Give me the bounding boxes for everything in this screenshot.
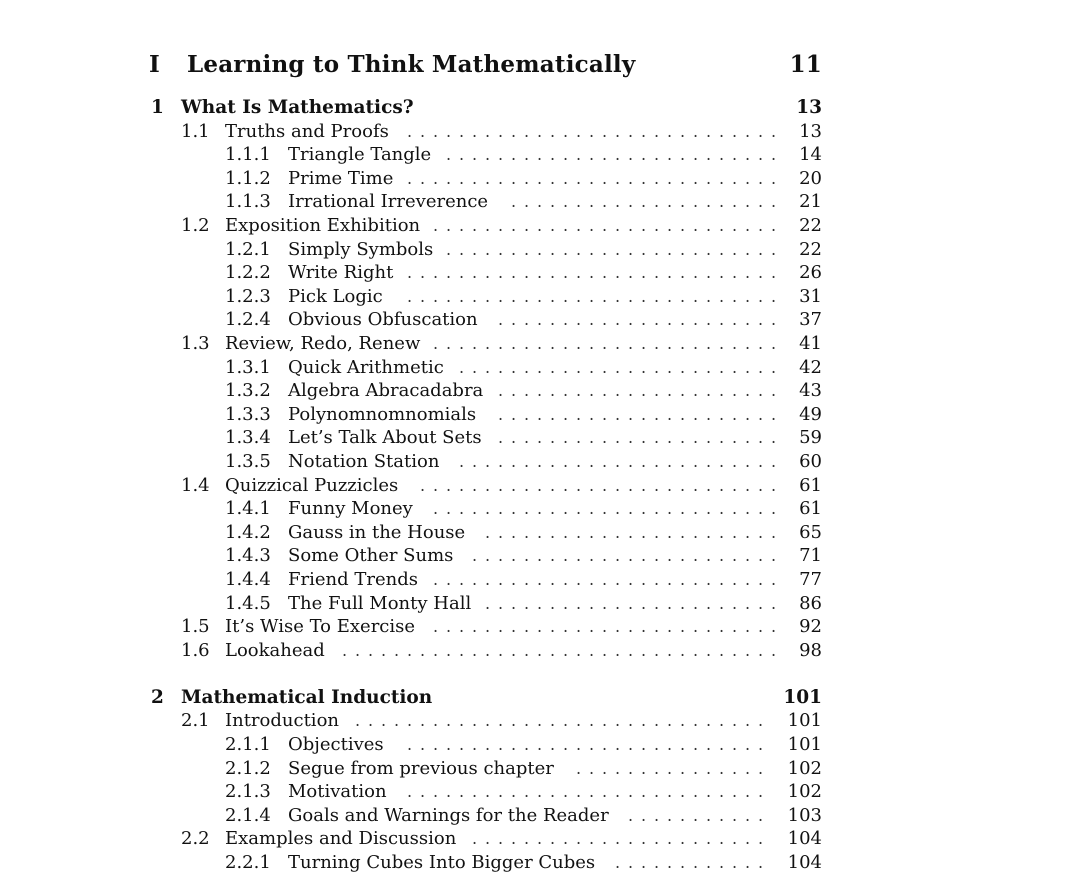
dot-leader: . . . . . . . . . . . . . . . . . . . . . . . . . .	[445, 240, 777, 259]
section-page-number: 98	[799, 640, 822, 661]
subsection-page-number: 103	[787, 805, 822, 826]
subsection-number: 1.3.5	[225, 451, 271, 472]
chapter-page-number: 101	[783, 687, 822, 708]
dot-leader: . . . . . . . . . . . . . . . . . . . . . . . . . . . . . . . .	[354, 711, 764, 730]
toc-chapter-row[interactable]	[0, 96, 1080, 120]
subsection-number: 1.4.5	[225, 593, 271, 614]
dot-leader: . . . . . . . . . . . . . . . . . . . . . .	[497, 405, 777, 424]
toc-subsection-row[interactable]	[0, 521, 1080, 545]
subsection-title: Triangle Tangle	[288, 144, 432, 165]
part-title: Learning to Think Mathematically	[187, 51, 636, 78]
dot-leader: . . . . . . . . . . . . . . . . . . . . . .	[497, 428, 777, 447]
subsection-title: Goals and Warnings for the Reader	[288, 805, 609, 826]
subsection-number: 1.3.3	[225, 404, 271, 425]
dot-leader: . . . . . . . . . . . . . . . . . . . . . . . . . . . . .	[406, 169, 777, 188]
section-number: 1.5	[181, 616, 210, 637]
dot-leader: . . . . . . . . . . . . . . .	[575, 759, 764, 778]
dot-leader: . . . . . . . . . . .	[627, 806, 764, 825]
toc-subsection-row[interactable]	[0, 426, 1080, 450]
section-number: 1.1	[181, 121, 210, 142]
section-page-number: 104	[787, 828, 822, 849]
section-title: Truths and Proofs	[225, 121, 389, 142]
section-page-number: 41	[799, 333, 822, 354]
subsection-number: 2.1.3	[225, 781, 271, 802]
subsection-title: Gauss in the House	[288, 522, 466, 543]
dot-leader: . . . . . . . . . . . . . . . . . . . . . . . . . . . .	[419, 476, 777, 495]
subsection-title: Obvious Obfuscation	[288, 309, 478, 330]
toc-subsection-row[interactable]	[0, 568, 1080, 592]
section-title: Quizzical Puzzicles	[225, 475, 399, 496]
subsection-page-number: 22	[799, 239, 822, 260]
subsection-number: 2.1.1	[225, 734, 271, 755]
subsection-title: Prime Time	[288, 168, 394, 189]
subsection-number: 1.1.2	[225, 168, 271, 189]
dot-leader: . . . . . . . . . . . . . . . . . . . . . . . . . . .	[432, 570, 777, 589]
dot-leader: . . . . . . . . . . . . . . . . . . . . . .	[497, 310, 777, 329]
subsection-page-number: 102	[787, 781, 822, 802]
toc-subsection-row[interactable]	[0, 167, 1080, 191]
subsection-page-number: 77	[799, 569, 822, 590]
subsection-number: 2.1.4	[225, 805, 271, 826]
toc-section-row[interactable]	[0, 214, 1080, 238]
toc-subsection-row[interactable]	[0, 757, 1080, 781]
subsection-number: 1.4.2	[225, 522, 271, 543]
section-page-number: 13	[799, 121, 822, 142]
dot-leader: . . . . . . . . . . . . . . . . . . . . . . .	[471, 829, 764, 848]
subsection-page-number: 43	[799, 380, 822, 401]
toc-subsection-row[interactable]	[0, 379, 1080, 403]
toc-subsection-row[interactable]	[0, 851, 1080, 875]
subsection-page-number: 26	[799, 262, 822, 283]
toc-subsection-row[interactable]	[0, 592, 1080, 616]
subsection-page-number: 61	[799, 498, 822, 519]
chapter-number: 1	[151, 97, 164, 118]
subsection-title: Some Other Sums	[288, 545, 454, 566]
dot-leader: . . . . . . . . . . . . . . . . . . . . . . .	[484, 594, 777, 613]
subsection-title: Simply Symbols	[288, 239, 434, 260]
chapter-page-number: 13	[796, 97, 822, 118]
dot-leader: . . . . . . . . . . . . . . . . . . . . . .	[497, 381, 777, 400]
dot-leader: . . . . . . . . . . . . . . . . . . . . . . . . . . .	[432, 499, 777, 518]
dot-leader: . . . . . . . . . . . . . . . . . . . . . . . . . . . . .	[406, 263, 777, 282]
toc-section-row[interactable]	[0, 615, 1080, 639]
subsection-page-number: 60	[799, 451, 822, 472]
subsection-title: Write Right	[288, 262, 394, 283]
toc-subsection-row[interactable]	[0, 238, 1080, 262]
subsection-title: Friend Trends	[288, 569, 418, 590]
dot-leader: . . . . . . . . . . . . . . . . . . . . . . . . . . . . . . . . . .	[341, 641, 777, 660]
toc-subsection-row[interactable]	[0, 308, 1080, 332]
section-title: Exposition Exhibition	[225, 215, 421, 236]
section-title: Introduction	[225, 710, 339, 731]
section-page-number: 92	[799, 616, 822, 637]
section-number: 2.2	[181, 828, 210, 849]
subsection-page-number: 42	[799, 357, 822, 378]
subsection-page-number: 101	[787, 734, 822, 755]
subsection-page-number: 102	[787, 758, 822, 779]
subsection-page-number: 14	[799, 144, 822, 165]
section-number: 1.4	[181, 475, 210, 496]
toc-subsection-row[interactable]	[0, 544, 1080, 568]
dot-leader: . . . . . . . . . . . . . . . . . . . . .	[510, 192, 777, 211]
subsection-title: Pick Logic	[288, 286, 383, 307]
part-page-number: 11	[789, 51, 822, 78]
dot-leader: . . . . . . . . . . . . . . . . . . . . . . . . .	[458, 452, 777, 471]
toc-subsection-row[interactable]	[0, 356, 1080, 380]
part-number: I	[149, 51, 160, 78]
subsection-number: 1.2.4	[225, 309, 271, 330]
toc-subsection-row[interactable]	[0, 804, 1080, 828]
dot-leader: . . . . . . . . . . . . . . . . . . . . . . .	[484, 523, 777, 542]
dot-leader: . . . . . . . . . . . . . . . . . . . . . . . . .	[458, 358, 777, 377]
section-title: It’s Wise To Exercise	[225, 616, 416, 637]
subsection-title: Funny Money	[288, 498, 413, 519]
section-number: 2.1	[181, 710, 210, 731]
subsection-title: Turning Cubes Into Bigger Cubes	[288, 852, 596, 873]
subsection-title: Polynomnomnomials	[288, 404, 477, 425]
toc-chapter-row[interactable]	[0, 686, 1080, 710]
toc-section-row[interactable]	[0, 709, 1080, 733]
subsection-title: The Full Monty Hall	[288, 593, 472, 614]
section-number: 1.3	[181, 333, 210, 354]
subsection-number: 2.1.2	[225, 758, 271, 779]
toc-subsection-row[interactable]	[0, 285, 1080, 309]
subsection-number: 1.3.4	[225, 427, 271, 448]
section-number: 1.6	[181, 640, 210, 661]
subsection-number: 1.1.3	[225, 191, 271, 212]
subsection-number: 1.3.1	[225, 357, 271, 378]
subsection-page-number: 37	[799, 309, 822, 330]
subsection-page-number: 31	[799, 286, 822, 307]
toc-section-row[interactable]	[0, 120, 1080, 144]
subsection-page-number: 104	[787, 852, 822, 873]
subsection-number: 1.1.1	[225, 144, 271, 165]
subsection-page-number: 71	[799, 545, 822, 566]
dot-leader: . . . . . . . . . . . . . . . . . . . . . . . . . . . .	[406, 782, 764, 801]
dot-leader: . . . . . . . . . . . . . . . . . . . . . . . . . . . . .	[406, 287, 777, 306]
subsection-title: Quick Arithmetic	[288, 357, 444, 378]
toc-subsection-row[interactable]	[0, 450, 1080, 474]
subsection-title: Objectives	[288, 734, 384, 755]
chapter-title: Mathematical Induction	[181, 687, 433, 708]
toc-section-row[interactable]	[0, 827, 1080, 851]
subsection-title: Algebra Abracadabra	[288, 380, 484, 401]
section-title: Review, Redo, Renew	[225, 333, 421, 354]
toc-section-row[interactable]	[0, 332, 1080, 356]
dot-leader: . . . . . . . . . . . . . . . . . . . . . . . . . . .	[432, 334, 777, 353]
section-page-number: 101	[787, 710, 822, 731]
toc-part-heading	[0, 53, 1080, 77]
subsection-number: 1.2.3	[225, 286, 271, 307]
section-page-number: 22	[799, 215, 822, 236]
dot-leader: . . . . . . . . . . . .	[614, 853, 764, 872]
subsection-number: 1.3.2	[225, 380, 271, 401]
toc-subsection-row[interactable]	[0, 403, 1080, 427]
dot-leader: . . . . . . . . . . . . . . . . . . . . . . . . . . .	[432, 617, 777, 636]
subsection-number: 1.2.2	[225, 262, 271, 283]
subsection-page-number: 21	[799, 191, 822, 212]
subsection-number: 1.4.4	[225, 569, 271, 590]
toc-subsection-row[interactable]	[0, 497, 1080, 521]
toc-section-row[interactable]	[0, 639, 1080, 663]
toc-subsection-row[interactable]	[0, 261, 1080, 285]
subsection-page-number: 59	[799, 427, 822, 448]
dot-leader: . . . . . . . . . . . . . . . . . . . . . . . .	[471, 546, 777, 565]
subsection-title: Notation Station	[288, 451, 440, 472]
dot-leader: . . . . . . . . . . . . . . . . . . . . . . . . . . .	[432, 216, 777, 235]
subsection-page-number: 65	[799, 522, 822, 543]
subsection-title: Irrational Irreverence	[288, 191, 489, 212]
subsection-title: Let’s Talk About Sets	[288, 427, 482, 448]
subsection-number: 1.2.1	[225, 239, 271, 260]
section-title: Lookahead	[225, 640, 325, 661]
subsection-page-number: 49	[799, 404, 822, 425]
dot-leader: . . . . . . . . . . . . . . . . . . . . . . . . . . . .	[406, 735, 764, 754]
toc-subsection-row[interactable]	[0, 733, 1080, 757]
subsection-number: 2.2.1	[225, 852, 271, 873]
section-number: 1.2	[181, 215, 210, 236]
section-page-number: 61	[799, 475, 822, 496]
chapter-title: What Is Mathematics?	[181, 97, 414, 118]
toc-section-row[interactable]	[0, 474, 1080, 498]
subsection-title: Motivation	[288, 781, 387, 802]
toc-subsection-row[interactable]	[0, 780, 1080, 804]
subsection-number: 1.4.1	[225, 498, 271, 519]
toc-subsection-row[interactable]	[0, 143, 1080, 167]
chapter-number: 2	[151, 687, 164, 708]
dot-leader: . . . . . . . . . . . . . . . . . . . . . . . . . .	[445, 145, 777, 164]
section-title: Examples and Discussion	[225, 828, 457, 849]
subsection-number: 1.4.3	[225, 545, 271, 566]
subsection-page-number: 86	[799, 593, 822, 614]
subsection-page-number: 20	[799, 168, 822, 189]
toc-subsection-row[interactable]	[0, 190, 1080, 214]
subsection-title: Segue from previous chapter	[288, 758, 554, 779]
dot-leader: . . . . . . . . . . . . . . . . . . . . . . . . . . . . .	[406, 122, 777, 141]
